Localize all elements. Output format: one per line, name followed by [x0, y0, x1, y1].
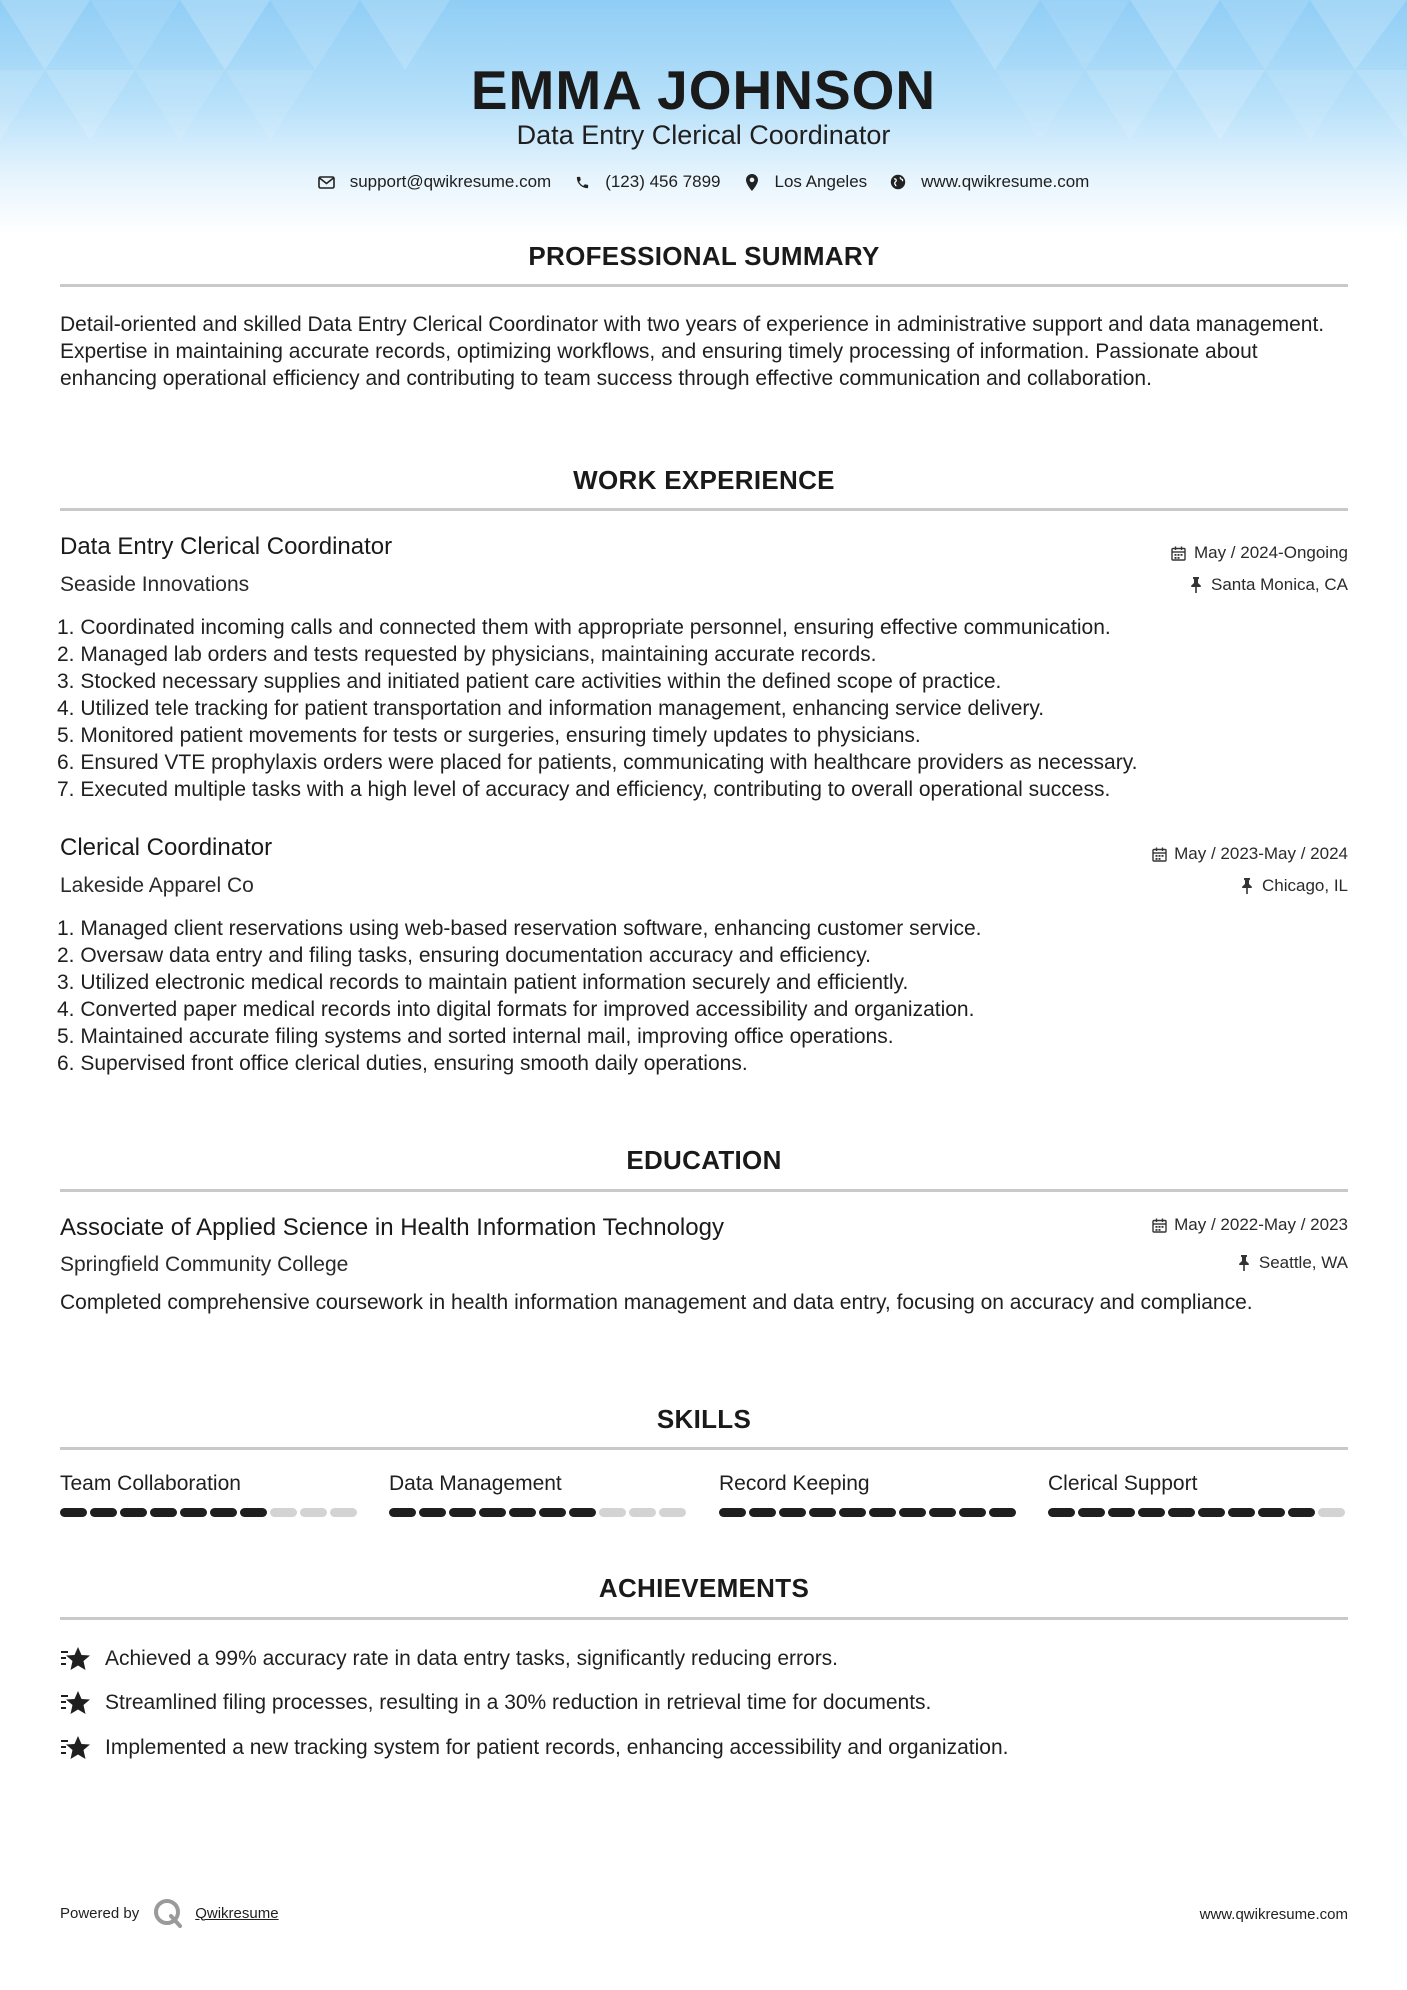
job-location: [1239, 876, 1348, 896]
achievement-item: [60, 1734, 1008, 1762]
education-school: Springfield Community College: [60, 1253, 349, 1276]
achievement-text: Implemented a new tracking system for patient records, enhancing accessibility and organization.: [105, 1736, 1009, 1759]
phone-icon: [573, 173, 591, 191]
skill-level-dot-filled: [989, 1508, 1016, 1517]
job-bullets: [57, 614, 1357, 803]
job-role: Clerical Coordinator: [60, 834, 273, 861]
footer-website-link[interactable]: www.qwikresume.com: [1199, 1906, 1348, 1923]
skill-level-dot-filled: [1228, 1508, 1255, 1517]
footer-powered-by: [60, 1898, 279, 1928]
achievement-text: Streamlined filing processes, resulting in a 30% reduction in retrieval time for documents.: [105, 1691, 932, 1714]
education-dates-text: May / 2022-May / 2023: [1174, 1215, 1348, 1234]
job-dates: [1171, 543, 1348, 563]
globe-icon: [889, 173, 907, 191]
job-company: Seaside Innovations: [60, 573, 250, 596]
location-text: Los Angeles: [774, 172, 868, 191]
experience-heading: WORK EXPERIENCE: [573, 465, 835, 495]
summary-text: Detail-oriented and skilled Data Entry Clerical Coordinator with two years of experience in administrative support and data management. Expertise in maintaining accurate records, optimizing workflows, and ensuring timely processing of information. Passionate about enhancing operational efficiency and contributing to team success through effective communication and collaboration.: [60, 313, 1325, 390]
skill-level-dot-filled: [419, 1508, 446, 1517]
job-dates: [1151, 844, 1348, 864]
list-item: 1. Managed client reservations using web-based reservation software, enhancing customer service.: [57, 917, 982, 940]
skill-level-dot-empty: [629, 1508, 656, 1517]
skill-level-dot-filled: [539, 1508, 566, 1517]
skill-level-dot-empty: [300, 1508, 327, 1517]
skill-level-dot-filled: [479, 1508, 506, 1517]
email-text: support@qwikresume.com: [349, 172, 552, 191]
skills-heading: SKILLS: [656, 1404, 752, 1434]
list-item: 6. Ensured VTE prophylaxis orders were placed for patients, communicating with healthcare providers as necessary.: [57, 751, 1138, 774]
skill-level-dot-empty: [659, 1508, 686, 1517]
job-role: Data Entry Clerical Coordinator: [60, 533, 393, 560]
skill-name: Record Keeping: [719, 1472, 870, 1495]
summary-divider: [60, 284, 1348, 287]
skill-level-dot-filled: [1078, 1508, 1105, 1517]
skill-level-dot-filled: [1198, 1508, 1225, 1517]
skill-level-dot-filled: [1168, 1508, 1195, 1517]
job-location: [1188, 575, 1348, 595]
contact-location: [743, 172, 868, 192]
skill-level-dot-filled: [929, 1508, 956, 1517]
pushpin-icon: [1236, 1255, 1252, 1271]
skill-level-dot-empty: [330, 1508, 357, 1517]
achievements-divider: [60, 1617, 1348, 1620]
job-company: Lakeside Apparel Co: [60, 874, 254, 897]
skill-level-dot-filled: [240, 1508, 267, 1517]
skill-item: [1048, 1472, 1348, 1517]
star-icon: [60, 1689, 92, 1717]
education-location-text: Seattle, WA: [1258, 1253, 1348, 1272]
skill-level-dot-filled: [389, 1508, 416, 1517]
job-dates-text: May / 2023-May / 2024: [1174, 844, 1348, 863]
list-item: 5. Maintained accurate filing systems and sorted internal mail, improving office operations.: [57, 1025, 894, 1048]
map-pin-icon: [743, 173, 761, 191]
skill-level-meter: [719, 1508, 1019, 1517]
contact-website[interactable]: [889, 172, 1089, 192]
skill-level-dot-filled: [809, 1508, 836, 1517]
envelope-icon: [318, 173, 336, 191]
skill-level-dot-filled: [150, 1508, 177, 1517]
summary-heading: PROFESSIONAL SUMMARY: [528, 241, 880, 271]
list-item: 6. Supervised front office clerical duties, ensuring smooth daily operations.: [57, 1052, 748, 1075]
achievements-heading: ACHIEVEMENTS: [598, 1573, 810, 1603]
skill-level-dot-filled: [1258, 1508, 1285, 1517]
phone-text: (123) 456 7899: [605, 172, 721, 191]
skill-level-dot-filled: [60, 1508, 87, 1517]
list-item: 4. Utilized tele tracking for patient transportation and information management, enhancing service delivery.: [57, 697, 1045, 720]
list-item: 3. Stocked necessary supplies and initiated patient care activities within the defined scope of practice.: [57, 670, 1002, 693]
skill-name: Team Collaboration: [60, 1472, 241, 1495]
skill-level-meter: [60, 1508, 360, 1517]
skill-level-dot-filled: [1138, 1508, 1165, 1517]
pushpin-icon: [1239, 878, 1255, 894]
contact-bar: [0, 172, 1407, 192]
skill-level-dot-empty: [270, 1508, 297, 1517]
list-item: 7. Executed multiple tasks with a high level of accuracy and efficiency, contributing to overall operational success.: [57, 778, 1111, 801]
calendar-icon: [1171, 545, 1187, 561]
skill-level-dot-filled: [569, 1508, 596, 1517]
list-item: 3. Utilized electronic medical records to maintain patient information securely and efficiently.: [57, 971, 909, 994]
skill-level-dot-empty: [599, 1508, 626, 1517]
achievement-text: Achieved a 99% accuracy rate in data entry tasks, significantly reducing errors.: [105, 1647, 839, 1670]
skill-level-dot-filled: [449, 1508, 476, 1517]
website-text: www.qwikresume.com: [921, 172, 1090, 191]
skill-level-dot-filled: [120, 1508, 147, 1517]
skill-level-dot-filled: [749, 1508, 776, 1517]
skill-level-dot-filled: [90, 1508, 117, 1517]
job-dates-text: May / 2024-Ongoing: [1193, 543, 1348, 562]
star-icon: [60, 1734, 92, 1762]
skill-level-meter: [1048, 1508, 1348, 1517]
skill-name: Clerical Support: [1048, 1472, 1198, 1495]
skill-level-dot-filled: [509, 1508, 536, 1517]
skill-level-dot-filled: [1108, 1508, 1135, 1517]
skill-level-dot-filled: [779, 1508, 806, 1517]
skills-divider: [60, 1447, 1348, 1450]
skill-level-dot-filled: [1048, 1508, 1075, 1517]
candidate-name: EMMA JOHNSON: [470, 59, 937, 121]
qwikresume-logo-icon: [153, 1898, 183, 1928]
job-location-text: Santa Monica, CA: [1210, 575, 1348, 594]
education-heading: EDUCATION: [626, 1145, 782, 1175]
education-description: Completed comprehensive coursework in health information management and data entry, focusing on accuracy and compliance.: [60, 1291, 1253, 1314]
list-item: 5. Monitored patient movements for tests or surgeries, ensuring timely updates to physicians.: [57, 724, 921, 747]
education-dates: [1151, 1215, 1348, 1235]
qwikresume-link[interactable]: Qwikresume: [195, 1904, 279, 1922]
job-location-text: Chicago, IL: [1262, 876, 1348, 895]
skill-item: [60, 1472, 360, 1517]
calendar-icon: [1151, 846, 1167, 862]
skill-level-dot-filled: [899, 1508, 926, 1517]
education-location: [1236, 1253, 1348, 1273]
list-item: 2. Oversaw data entry and filing tasks, ensuring documentation accuracy and efficiency.: [57, 944, 871, 967]
pushpin-icon: [1188, 577, 1204, 593]
star-icon: [60, 1645, 92, 1673]
powered-by-label: Powered by: [60, 1904, 140, 1922]
skill-level-dot-filled: [869, 1508, 896, 1517]
contact-email[interactable]: [318, 172, 552, 192]
skill-item: [719, 1472, 1019, 1517]
list-item: 4. Converted paper medical records into digital formats for improved accessibility and organization.: [57, 998, 975, 1021]
contact-phone[interactable]: [573, 172, 720, 192]
list-item: 2. Managed lab orders and tests requested by physicians, maintaining accurate records.: [57, 643, 877, 666]
skill-level-dot-filled: [719, 1508, 746, 1517]
skill-level-dot-filled: [1288, 1508, 1315, 1517]
candidate-title: Data Entry Clerical Coordinator: [516, 120, 891, 150]
skill-item: [389, 1472, 689, 1517]
experience-divider: [60, 508, 1348, 511]
skill-level-meter: [389, 1508, 689, 1517]
achievement-item: [60, 1645, 838, 1673]
calendar-icon: [1151, 1217, 1167, 1233]
skill-level-dot-filled: [210, 1508, 237, 1517]
skill-level-dot-filled: [839, 1508, 866, 1517]
skill-level-dot-filled: [180, 1508, 207, 1517]
job-bullets: [57, 915, 1357, 1077]
education-degree: Associate of Applied Science in Health Information Technology: [60, 1214, 724, 1241]
skill-level-dot-empty: [1318, 1508, 1345, 1517]
list-item: 1. Coordinated incoming calls and connected them with appropriate personnel, ensuring effective communication.: [57, 616, 1111, 639]
achievement-item: [60, 1689, 931, 1717]
skill-name: Data Management: [389, 1472, 562, 1495]
skill-level-dot-filled: [959, 1508, 986, 1517]
education-divider: [60, 1189, 1348, 1192]
